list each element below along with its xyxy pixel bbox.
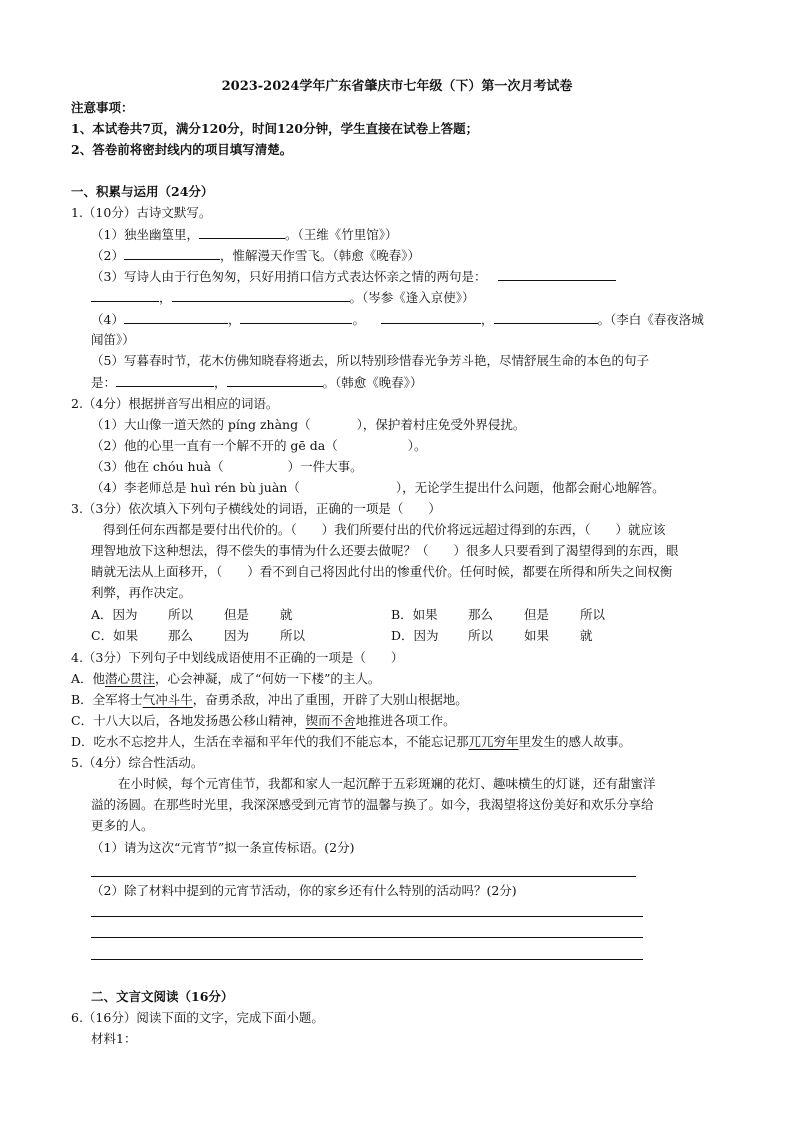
q1-item-2: [91, 247, 420, 264]
q4-option-b[interactable]: [71, 692, 468, 708]
q1-item-4-source: 。（李白《春夜洛城: [597, 312, 704, 327]
q1-item-1: [91, 226, 397, 243]
q1-item-5: （5）写暮春时节，花木仿佛知晓春将逝去，所以特别珍惜春光争芳斗艳，尽情舒展生命的本色的句子: [91, 353, 649, 368]
answer-blank[interactable]: [91, 289, 159, 302]
answer-line[interactable]: [91, 937, 643, 938]
q4-stem: 4.（3分）下列句子中划线成语使用不正确的一项是（ ）: [71, 650, 404, 665]
q3-option-c-word-2: 那么: [168, 628, 194, 643]
q2-item-2-rest: ）。: [407, 438, 427, 453]
q6-stem: 6.（16分）阅读下面的文字，完成下面小题。: [71, 1010, 324, 1025]
q4-option-c-idiom: 锲而不舍: [305, 713, 356, 728]
q4-option-b-idiom: 气冲斗牛: [142, 692, 193, 707]
q3-option-b-word-3: 但是: [524, 607, 550, 622]
q1-item-1-text: （1）独坐幽篁里，: [91, 227, 199, 242]
q4-option-d[interactable]: [71, 734, 631, 750]
q3-passage-line-1: 得到任何东西都是要付出代价的。（ ）我们所要付出的代价将远远超过得到的东西，（ ）就应该: [103, 522, 666, 537]
answer-blank[interactable]: [240, 311, 352, 324]
q2-item-3: [91, 459, 363, 475]
q3-option-b-word-2: 那么: [468, 607, 494, 622]
q2-item-4-rest: ），无论学生提出什么问题，他都会耐心地解答。: [395, 480, 665, 495]
q1-item-4-num: （4）: [91, 312, 124, 327]
q3-stem: 3.（3分）依次填入下列句子横线处的词语，正确的一项是（ ）: [71, 501, 441, 516]
q3-option-b-word-1: B．如果: [391, 607, 438, 622]
q1-item-4-comma-2: ，: [480, 312, 494, 327]
q1-item-1-source: 。（王维《竹里馆》）: [284, 227, 398, 242]
q2-item-3-rest: ）一件大事。: [287, 459, 363, 474]
q4-option-a-idiom: 潜心贯注: [105, 671, 156, 686]
q2-item-2: [91, 438, 427, 454]
q3-passage-line-4: 利弊，再作决定。: [91, 585, 192, 600]
answer-line[interactable]: [91, 959, 643, 960]
q4-option-a-pre: A．他: [71, 671, 106, 686]
q2-item-4-text: （4）李老师总是 huì rén bù juàn（: [91, 480, 300, 495]
answer-blank[interactable]: [172, 289, 350, 302]
answer-blank[interactable]: [124, 247, 220, 260]
notes-item-1: 1、本试卷共7页，满分120分，时间120分钟，学生直接在试卷上答题；: [71, 121, 479, 136]
q2-item-3-text: （3）他在 chóu huà（: [91, 459, 224, 474]
q3-option-b-word-4: 所以: [580, 607, 606, 622]
q4-option-d-pre: D．吃水不忘挖井人，生活在幸福和平年代的我们不能忘本，不能忘记那: [71, 734, 469, 749]
q1-item-2-text: ，惟解漫天作雪飞。（韩愈《晚春》）: [219, 248, 420, 263]
q2-item-1: [91, 417, 525, 433]
q5-sub-1: （1）请为这次“元宵节”拟一条宣传标语。(2分): [91, 840, 355, 855]
q3-option-c-word-1: C．如果: [91, 628, 139, 643]
q3-option-a-word-1: A．因为: [91, 607, 138, 622]
q4-option-a-post: ，心会神凝，成了“何妨一下楼”的主人。: [155, 671, 381, 686]
answer-blank[interactable]: [227, 374, 323, 387]
q4-option-b-post: ，奋勇杀敌，冲出了重围，开辟了大别山根据地。: [192, 692, 468, 707]
q1-stem: 1.（10分）古诗文默写。: [71, 205, 212, 220]
q2-item-1-text: （1）大山像一道天然的 píng zhàng（: [91, 417, 311, 432]
notes-item-2: 2、答卷前将密封线内的项目填写清楚。: [71, 142, 293, 157]
q5-material-line-1: 在小时候，每个元宵佳节，我都和家人一起沉醉于五彩斑斓的花灯、趣味横生的灯谜，还有甜蜜洋: [118, 776, 656, 791]
q1-item-2-num: （2）: [91, 248, 124, 263]
page-title: 2023-2024学年广东省肇庆市七年级（下）第一次月考试卷: [221, 79, 573, 94]
q3-option-c-word-4: 所以: [280, 628, 306, 643]
q4-option-d-post: 里发生的感人故事。: [518, 734, 632, 749]
answer-blank[interactable]: [124, 311, 228, 324]
answer-blank[interactable]: [494, 311, 598, 324]
q1-item-4-period: 。: [352, 312, 365, 327]
q2-item-2-text: （2）他的心里一直有一个解不开的 gē da（: [91, 438, 338, 453]
q3-option-d-word-1: D．因为: [391, 628, 439, 643]
q5-stem: 5.（4分）综合性活动。: [71, 755, 204, 770]
q6-material-label: 材料1：: [91, 1031, 137, 1046]
q5-sub-2: （2）除了材料中提到的元宵节活动，你的家乡还有什么特别的活动吗？(2分): [91, 883, 517, 898]
notes-heading: 注意事项：: [71, 100, 134, 115]
section-2-heading: 二、文言文阅读（16分）: [91, 989, 234, 1004]
q5-material-line-2: 溢的汤圆。在那些时光里，我深深感受到元宵节的温馨与换了。如今，我渴望将这份美好和欢乐分享给: [91, 797, 654, 812]
q2-item-1-rest: ），保护着村庄免受外界侵扰。: [356, 417, 526, 432]
q2-item-4: [91, 480, 665, 496]
q3-option-d-word-3: 如果: [524, 628, 550, 643]
answer-blank[interactable]: [498, 268, 616, 281]
q1-item-5-source: 。（韩愈《晚春》）: [322, 375, 423, 390]
q4-option-c-post: 地推进各项工作。: [355, 713, 456, 728]
q4-option-c-pre: C．十八大以后，各地发扬愚公移山精神，: [71, 713, 306, 728]
q1-item-5-label: 是：: [91, 375, 117, 390]
q4-option-d-idiom: 兀兀穷年: [468, 734, 519, 749]
answer-line[interactable]: [91, 916, 643, 917]
q1-item-3-text: （3）写诗人由于行色匆匆，只好用捎口信方式表达怀亲之情的两句是：: [91, 269, 487, 284]
q4-option-c[interactable]: [71, 713, 456, 729]
q1-item-3-comma: ，: [159, 290, 172, 305]
q3-option-a-word-3: 但是: [224, 607, 250, 622]
q3-option-c-word-3: 因为: [224, 628, 250, 643]
q4-option-b-pre: B．全军将士: [71, 692, 143, 707]
q4-option-a[interactable]: [71, 671, 380, 687]
q1-item-4-comma: ，: [227, 312, 241, 327]
q1-item-4-source-cont: 闻笛》）: [91, 332, 135, 347]
answer-blank[interactable]: [381, 311, 481, 324]
q5-material-line-3: 更多的人。: [91, 818, 154, 833]
q3-option-a-word-4: 就: [280, 607, 293, 622]
answer-blank[interactable]: [116, 374, 214, 387]
answer-line[interactable]: [91, 876, 636, 877]
section-1-heading: 一、积累与运用（24分）: [71, 184, 214, 199]
q1-item-3-source: 。（岑参《逢入京使》）: [349, 290, 475, 305]
q1-item-5-cont: [91, 374, 423, 391]
q1-item-3: [91, 268, 616, 285]
q3-option-d-word-4: 就: [580, 628, 593, 643]
q3-passage-line-2: 理智地放下这种想法，得不偿失的事情为什么还要去做呢？（ ）很多人只要看到了渴望得到的东西，眼: [91, 543, 679, 558]
q3-option-d-word-2: 所以: [468, 628, 494, 643]
answer-blank[interactable]: [199, 226, 285, 239]
q3-passage-line-3: 睛就无法从上面移开，（ ）看不到自己将因此付出的惨重代价。任何时候，都要在所得和所失之间权衡: [91, 564, 673, 579]
q3-option-a-word-2: 所以: [168, 607, 194, 622]
q1-item-4: [91, 311, 704, 328]
q1-item-5-comma: ，: [214, 375, 227, 390]
q2-stem: 2.（4分）根据拼音写出相应的词语。: [71, 396, 279, 411]
q1-item-3-cont: [91, 289, 475, 306]
